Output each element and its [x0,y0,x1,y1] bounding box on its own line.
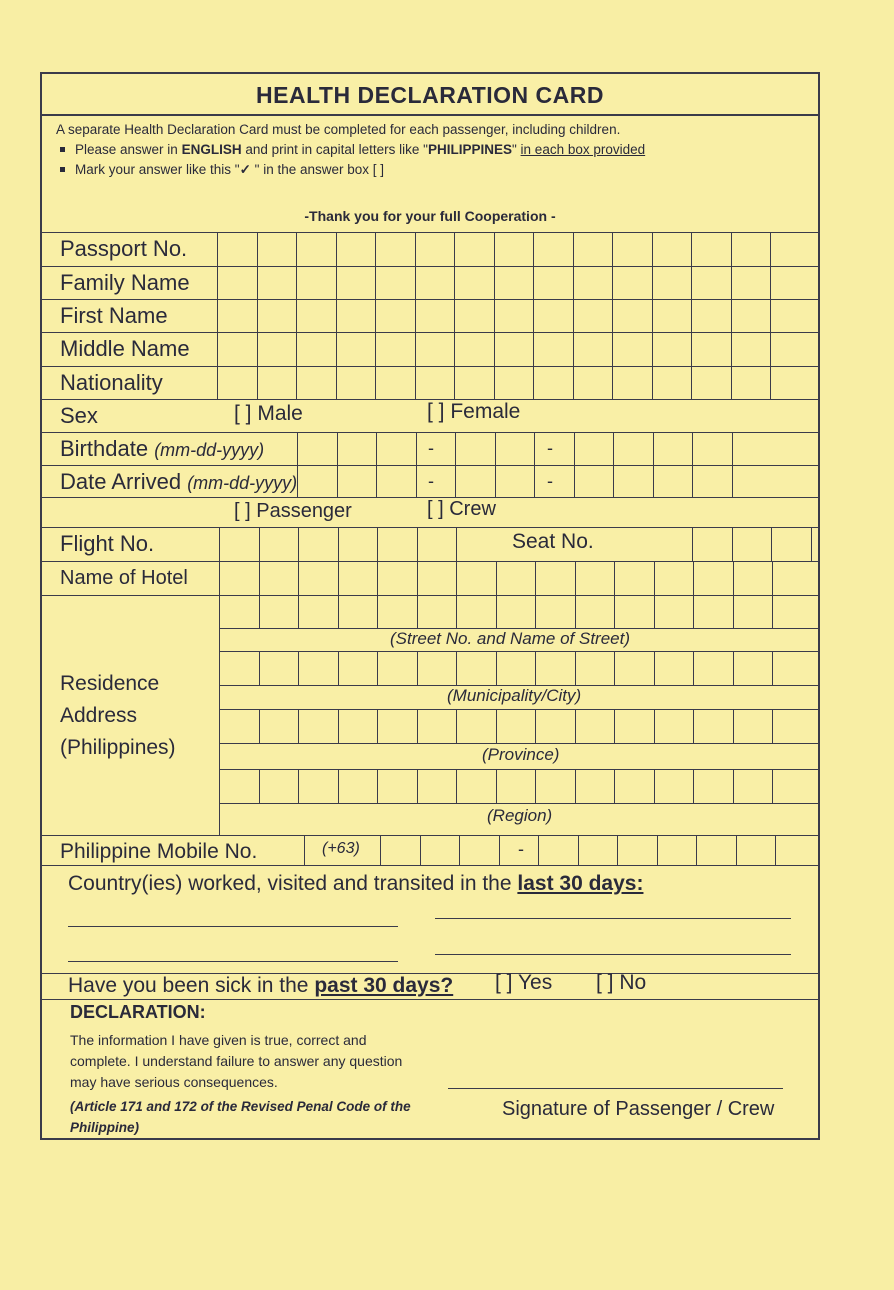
passport-label: Passport No. [60,236,188,261]
family-name-label: Family Name [60,270,190,295]
character-box[interactable] [259,651,299,685]
character-box[interactable] [456,709,496,743]
bullet-icon [60,167,65,172]
hotel-boxes[interactable] [219,562,812,595]
bullet-icon [60,147,65,152]
signature-line[interactable] [448,1088,783,1089]
character-box[interactable] [770,333,810,366]
character-box[interactable] [377,596,417,628]
family-name-boxes[interactable] [217,267,810,299]
character-box[interactable] [259,769,299,803]
character-box[interactable] [297,433,337,465]
instruction-line-3 [56,160,645,180]
character-box[interactable] [377,562,417,595]
province-boxes[interactable] [219,709,818,743]
role-row [42,497,818,527]
residence-line-3: (Philippines) [60,736,176,759]
character-box[interactable] [494,367,534,399]
character-box[interactable] [575,769,615,803]
birthdate-dash-1: - [428,438,434,458]
text-bold: past 30 days? [314,974,454,997]
character-box[interactable] [733,596,773,628]
character-box[interactable] [614,562,654,595]
character-box[interactable] [417,651,457,685]
character-box[interactable] [337,466,377,497]
instruction-line-1: A separate Health Declaration Card must be completed for each passenger, including children. [56,122,621,137]
municipality-caption: (Municipality/City) [447,686,582,705]
character-box[interactable] [459,836,499,865]
character-box[interactable] [375,300,415,332]
character-box[interactable] [296,233,336,266]
birthdate-boxes[interactable] [297,433,771,465]
character-box[interactable] [454,300,494,332]
character-box[interactable] [533,367,573,399]
character-box[interactable] [534,466,574,497]
province-caption: (Province) [482,745,560,764]
character-box[interactable] [420,836,460,865]
text-bold: PHILIPPINES [427,142,512,157]
character-box[interactable] [575,651,615,685]
character-box[interactable] [772,769,812,803]
character-box[interactable] [691,300,731,332]
character-box[interactable] [454,233,494,266]
street-caption: (Street No. and Name of Street) [390,629,630,648]
character-box[interactable] [654,596,694,628]
date-arrived-label [60,466,297,499]
character-box[interactable] [653,433,693,465]
character-box[interactable] [654,562,694,595]
mobile-boxes[interactable] [380,836,815,865]
flight-row [42,527,818,561]
character-box[interactable] [336,367,376,399]
character-box[interactable] [653,466,693,497]
character-box[interactable] [535,709,575,743]
middle-name-boxes[interactable] [217,333,810,366]
first-name-row [42,299,818,332]
character-box[interactable] [534,433,574,465]
character-box[interactable] [535,562,575,595]
character-box[interactable] [770,300,810,332]
character-box[interactable] [613,466,653,497]
line [219,743,818,744]
sick-question [68,974,453,998]
character-box[interactable] [654,769,694,803]
character-box[interactable] [259,709,299,743]
hotel-label: Name of Hotel [60,567,188,589]
character-box[interactable] [770,367,810,399]
character-box[interactable] [377,709,417,743]
character-box[interactable] [298,528,338,561]
flight-label: Flight No. [60,531,155,556]
character-box[interactable] [496,562,536,595]
birthdate-text: Birthdate [60,436,149,461]
character-box[interactable] [496,709,536,743]
health-declaration-card [40,72,820,1140]
region-boxes[interactable] [219,769,818,803]
birthdate-row [42,432,818,465]
character-box[interactable] [257,367,297,399]
mobile-row [42,835,818,865]
character-box[interactable] [736,836,776,865]
character-box[interactable] [731,267,771,299]
character-box[interactable] [376,433,416,465]
flight-boxes[interactable] [219,528,496,561]
female-checkbox[interactable]: [ ] Female [427,400,521,423]
character-box[interactable] [296,300,336,332]
character-box[interactable] [495,466,535,497]
character-box[interactable] [257,267,297,299]
character-box[interactable] [693,709,733,743]
character-box[interactable] [416,466,456,497]
character-box[interactable] [772,596,812,628]
character-box[interactable] [652,233,692,266]
character-box[interactable] [538,836,578,865]
character-box[interactable] [573,300,613,332]
date-arrived-format: (mm-dd-yyyy) [187,473,298,493]
seat-boxes[interactable] [692,528,850,561]
character-box[interactable] [454,333,494,366]
character-box[interactable] [257,233,297,266]
character-box[interactable] [219,528,259,561]
character-box[interactable] [415,333,455,366]
sick-yes-checkbox[interactable]: [ ] Yes [495,971,553,994]
character-box[interactable] [456,769,496,803]
nationality-label: Nationality [60,370,163,395]
character-box[interactable] [654,651,694,685]
character-box[interactable] [772,709,812,743]
character-box[interactable] [296,267,336,299]
character-box[interactable] [297,466,337,497]
character-box[interactable] [415,300,455,332]
character-box[interactable] [692,528,732,561]
character-box[interactable] [693,651,733,685]
character-box[interactable] [770,267,810,299]
character-box[interactable] [733,562,773,595]
character-box[interactable] [296,333,336,366]
character-box[interactable] [217,333,257,366]
passport-row [42,232,818,266]
divider [304,836,305,865]
character-box[interactable] [456,528,496,561]
character-box[interactable] [298,562,338,595]
character-box[interactable] [298,596,338,628]
countries-line-2[interactable] [435,918,791,919]
character-box[interactable] [375,267,415,299]
character-box[interactable] [217,300,257,332]
character-box[interactable] [657,836,697,865]
residence-line-1: Residence [60,672,160,695]
male-checkbox[interactable]: [ ] Male [234,402,303,425]
character-box[interactable] [693,596,733,628]
character-box[interactable] [731,367,771,399]
character-box[interactable] [691,233,731,266]
character-box[interactable] [494,300,534,332]
text-bold: last 30 days: [517,872,644,895]
character-box[interactable] [375,333,415,366]
character-box[interactable] [535,596,575,628]
text: and print in capital letters like " [241,142,428,157]
character-box[interactable] [376,466,416,497]
character-box[interactable] [652,333,692,366]
character-box[interactable] [614,709,654,743]
character-box[interactable] [298,651,338,685]
character-box[interactable] [494,267,534,299]
first-name-boxes[interactable] [217,300,810,332]
street-boxes-1[interactable] [219,596,818,628]
character-box[interactable] [336,333,376,366]
instruction-line-2 [56,140,645,160]
date-arrived-row [42,465,818,497]
character-box[interactable] [692,433,732,465]
character-box[interactable] [259,596,299,628]
character-box[interactable] [731,300,771,332]
character-box[interactable] [456,562,496,595]
countries-section [42,865,818,973]
character-box[interactable] [575,562,615,595]
arrived-dash-2: - [547,471,553,491]
crew-checkbox[interactable]: [ ] Crew [427,498,496,520]
character-box[interactable] [455,466,495,497]
character-box[interactable] [298,709,338,743]
character-box[interactable] [574,433,614,465]
character-box[interactable] [612,233,652,266]
text: " in the answer box [ ] [250,162,385,177]
character-box[interactable] [338,769,378,803]
nationality-boxes[interactable] [217,367,810,399]
character-box[interactable] [614,651,654,685]
character-box[interactable] [731,233,771,266]
seat-label: Seat No. [512,530,594,553]
line [219,803,818,804]
date-arrived-boxes[interactable] [297,466,771,497]
character-box[interactable] [415,233,455,266]
text: Country(ies) worked, visited and transited in the [68,872,518,895]
character-box[interactable] [259,528,299,561]
character-box[interactable] [731,333,771,366]
birthdate-format: (mm-dd-yyyy) [154,440,265,460]
character-box[interactable] [495,433,535,465]
character-box[interactable] [454,267,494,299]
character-box[interactable] [415,367,455,399]
character-box[interactable] [693,562,733,595]
character-box[interactable] [494,233,534,266]
character-box[interactable] [456,596,496,628]
character-box[interactable] [454,367,494,399]
character-box[interactable] [496,769,536,803]
text: Mark your answer like this " [75,162,240,177]
sick-no-checkbox[interactable]: [ ] No [596,971,647,994]
character-box[interactable] [772,651,812,685]
declaration-legal: (Article 171 and 172 of the Revised Penal Code of the Philippine) [70,1099,411,1135]
character-box[interactable] [298,769,338,803]
character-box[interactable] [573,333,613,366]
character-box[interactable] [771,528,811,561]
character-box[interactable] [733,651,773,685]
character-box[interactable] [654,709,694,743]
character-box[interactable] [338,562,378,595]
character-box[interactable] [219,709,259,743]
countries-question [68,872,643,896]
character-box[interactable] [416,433,456,465]
character-box[interactable] [377,769,417,803]
birthdate-label [60,433,264,466]
text: " [512,142,521,157]
text: Have you been sick in the [68,974,315,997]
character-box[interactable] [733,769,773,803]
character-box[interactable] [257,300,297,332]
character-box[interactable] [732,528,772,561]
character-box[interactable] [417,709,457,743]
character-box[interactable] [338,651,378,685]
character-box[interactable] [692,466,732,497]
text: Please answer in [75,142,182,157]
signature-label: Signature of Passenger / Crew [502,1098,775,1120]
character-box[interactable] [375,367,415,399]
character-box[interactable] [573,367,613,399]
character-box[interactable] [732,466,772,497]
character-box[interactable] [219,769,259,803]
character-box[interactable] [578,836,618,865]
residence-label [60,668,176,764]
character-box[interactable] [696,836,736,865]
first-name-label: First Name [60,303,168,328]
residence-line-2: Address [60,704,138,727]
character-box[interactable] [455,433,495,465]
hotel-row [42,561,818,595]
character-box[interactable] [652,367,692,399]
character-box[interactable] [533,333,573,366]
character-box[interactable] [377,528,417,561]
passport-boxes[interactable] [217,233,810,266]
character-box[interactable] [336,300,376,332]
character-box[interactable] [533,300,573,332]
character-box[interactable] [219,562,259,595]
character-box[interactable] [338,596,378,628]
character-box[interactable] [535,769,575,803]
character-box[interactable] [456,651,496,685]
character-box[interactable] [219,651,259,685]
character-box[interactable] [377,651,417,685]
character-box[interactable] [691,333,731,366]
character-box[interactable] [533,267,573,299]
character-box[interactable] [535,651,575,685]
character-box[interactable] [296,367,336,399]
municipality-boxes[interactable] [219,651,818,685]
mobile-dash: - [518,839,524,859]
character-box[interactable] [338,709,378,743]
character-box[interactable] [336,267,376,299]
character-box[interactable] [337,433,377,465]
character-box[interactable] [613,433,653,465]
character-box[interactable] [575,596,615,628]
instructions [56,120,645,180]
character-box[interactable] [733,709,773,743]
character-box[interactable] [612,367,652,399]
character-box[interactable] [573,233,613,266]
middle-name-row [42,332,818,366]
card-title: HEALTH DECLARATION CARD [42,74,818,116]
character-box[interactable] [375,233,415,266]
mobile-label: Philippine Mobile No. [60,840,258,863]
declaration-heading: DECLARATION: [70,1002,206,1022]
character-box[interactable] [732,433,772,465]
character-box[interactable] [496,596,536,628]
character-box[interactable] [575,709,615,743]
character-box[interactable] [217,367,257,399]
sex-row [42,399,818,432]
arrived-dash-1: - [428,471,434,491]
character-box[interactable] [811,528,851,561]
nationality-row [42,366,818,399]
character-box[interactable] [417,528,457,561]
divider [42,999,818,1000]
sick-row [42,973,818,999]
character-box[interactable] [775,836,815,865]
middle-name-label: Middle Name [60,336,190,361]
character-box[interactable] [257,333,297,366]
character-box[interactable] [652,267,692,299]
character-box[interactable] [336,233,376,266]
sex-label: Sex [60,403,98,428]
text-bold: ENGLISH [181,142,242,157]
character-box[interactable] [417,596,457,628]
character-box[interactable] [574,466,614,497]
character-box[interactable] [417,769,457,803]
character-box[interactable] [533,233,573,266]
declaration-text: The information I have given is true, correct and complete. I understand failure to answer any question may have serious consequences. [70,1032,403,1090]
character-box[interactable] [380,836,420,865]
character-box[interactable] [614,596,654,628]
mobile-country-code: (+63) [322,840,360,857]
character-box[interactable] [612,300,652,332]
character-box[interactable] [217,267,257,299]
character-box[interactable] [614,769,654,803]
character-box[interactable] [417,562,457,595]
character-box[interactable] [617,836,657,865]
thanks-note: -Thank you for your full Cooperation - [304,208,556,224]
character-box[interactable] [217,233,257,266]
character-box[interactable] [338,528,378,561]
passenger-checkbox[interactable]: [ ] Passenger [234,500,352,522]
character-box[interactable] [573,267,613,299]
character-box[interactable] [691,367,731,399]
character-box[interactable] [652,300,692,332]
countries-line-1[interactable] [68,926,398,927]
character-box[interactable] [415,267,455,299]
countries-line-4[interactable] [435,954,791,955]
character-box[interactable] [494,333,534,366]
checkmark-icon: ✓ [239,162,251,177]
character-box[interactable] [770,233,810,266]
character-box[interactable] [612,333,652,366]
region-caption: (Region) [487,806,553,825]
text-underlined: in each box provided [520,142,646,157]
character-box[interactable] [259,562,299,595]
birthdate-dash-2: - [547,438,553,458]
character-box[interactable] [612,267,652,299]
date-arrived-text: Date Arrived [60,469,182,494]
character-box[interactable] [219,596,259,628]
countries-line-3[interactable] [68,961,398,962]
residence-block [42,595,818,835]
character-box[interactable] [772,562,812,595]
family-name-row [42,266,818,299]
character-box[interactable] [693,769,733,803]
character-box[interactable] [691,267,731,299]
character-box[interactable] [496,651,536,685]
